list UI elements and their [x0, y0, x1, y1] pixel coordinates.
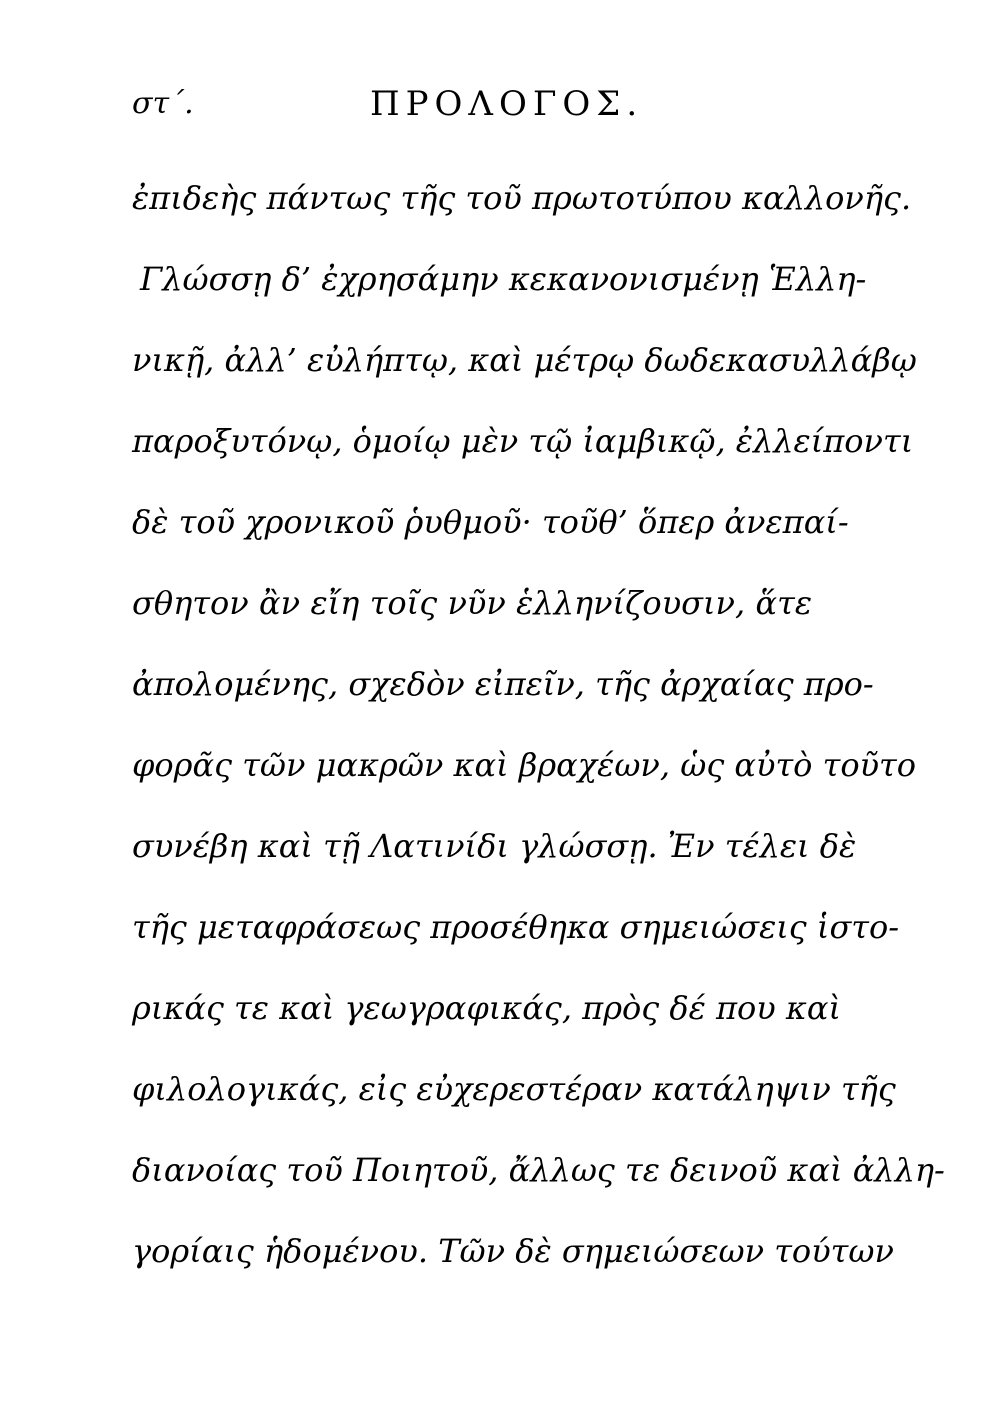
running-title: ΠΡΟΛΟΓΟΣ.: [370, 84, 644, 124]
text-line: σθητον ἂν εἴη τοῖς νῦν ἑλληνίζουσιν, ἅτε: [132, 584, 812, 622]
text-body: [132, 168, 945, 1302]
text-line: δὲ τοῦ χρονικοῦ ῥυθμοῦ· τοῦθ’ ὅπερ ἀνεπαί-: [132, 503, 849, 541]
text-line: τῆς μεταφράσεως προσέθηκα σημειώσεις ἱστο-: [132, 908, 900, 946]
text-line: ρικάς τε καὶ γεωγραφικάς, πρὸς δέ που καὶ: [132, 989, 842, 1027]
page-number: στ΄.: [132, 86, 194, 121]
text-line: διανοίας τοῦ Ποιητοῦ, ἄλλως τε δεινοῦ καὶ ἀλλη-: [132, 1151, 945, 1189]
text-line: νικῇ, ἀλλ’ εὐλήπτῳ, καὶ μέτρῳ δωδεκασυλλάβῳ: [132, 341, 917, 379]
text-line: ἀπολομένης, σχεδὸν εἰπεῖν, τῆς ἀρχαίας προ-: [132, 665, 874, 703]
text-line: Γλώσσῃ δ’ ἐχρησάμην κεκανονισμένῃ Ἑλλη-: [140, 260, 867, 298]
text-line: ἐπιδεὴς πάντως τῆς τοῦ πρωτοτύπου καλλονῆς.: [132, 179, 912, 217]
text-line: γορίαις ἡδομένου. Τῶν δὲ σημειώσεων τούτων: [132, 1232, 894, 1270]
page-header: [132, 78, 812, 138]
text-line: παροξυτόνῳ, ὁμοίῳ μὲν τῷ ἰαμβικῷ, ἐλλείποντι: [132, 422, 914, 460]
text-line: φιλολογικάς, εἰς εὐχερεστέραν κατάληψιν τῆς: [132, 1070, 896, 1108]
text-line: φορᾶς τῶν μακρῶν καὶ βραχέων, ὡς αὐτὸ τοῦτο: [132, 746, 916, 784]
text-line: συνέβη καὶ τῇ Λατινίδι γλώσσῃ. Ἐν τέλει δὲ: [132, 827, 857, 865]
